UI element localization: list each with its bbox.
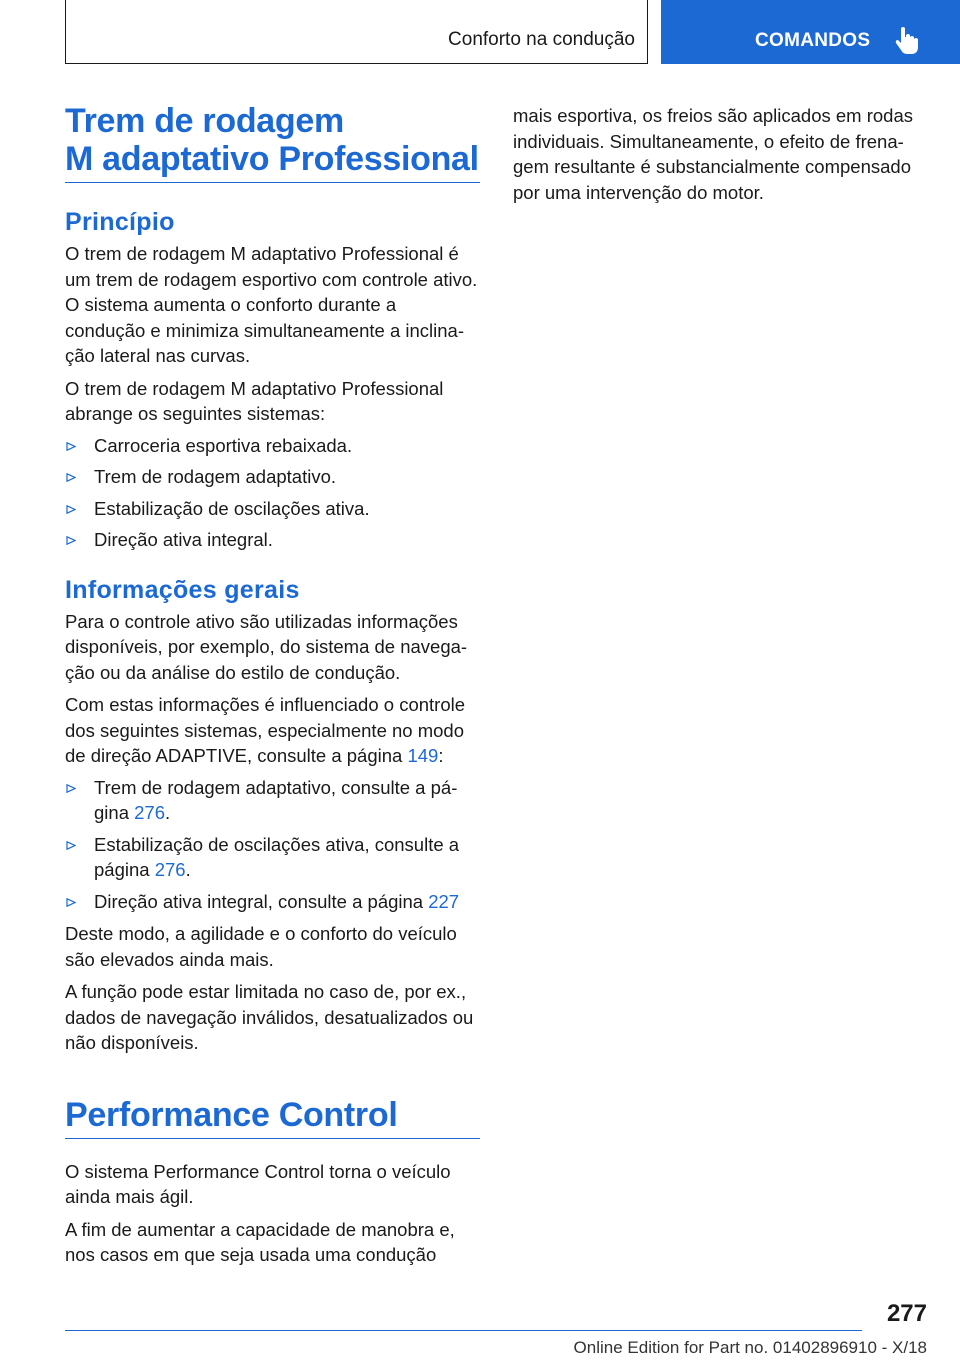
paragraph: mais esportiva, os freios são aplicados em rodas individuais. Simultaneamente, o efeito de frena‐gem resultante é substancialmente compensado por uma intervenção do motor. <box>513 105 913 203</box>
chapter-title-performance: Performance Control <box>65 1095 398 1134</box>
section-heading-general-info: Informações gerais <box>65 575 300 604</box>
list-item <box>65 433 480 459</box>
header-tab-label: COMANDOS <box>755 30 871 51</box>
list-item <box>65 832 480 883</box>
triangle-right-outline-icon <box>66 442 76 451</box>
triangle-right-outline-icon <box>66 898 76 907</box>
list-item-end: . <box>165 802 171 823</box>
triangle-right-outline-icon <box>66 841 76 850</box>
bullet-list-systems <box>65 433 480 553</box>
footer-divider <box>65 1330 862 1331</box>
paragraph: A função pode estar limitada no caso de, por ex., dados de navegação inválidos, desatualizados ou não disponíveis. <box>65 981 474 1053</box>
list-item <box>65 889 480 915</box>
list-item <box>65 464 480 490</box>
section-heading-principle: Princípio <box>65 208 175 236</box>
header-tab-comandos[interactable] <box>661 0 960 64</box>
page-link-276[interactable]: 276 <box>134 802 165 823</box>
list-item-end: . <box>185 859 191 880</box>
header-section-title: Conforto na condução <box>448 29 635 50</box>
footer-edition: Online Edition for Part no. 01402896910 - X/18 <box>573 1338 927 1357</box>
right-column <box>513 103 933 205</box>
chapter-title-line1: Trem de rodagem <box>65 102 344 140</box>
list-item-text: Carroceria esportiva rebaixada. <box>94 434 353 456</box>
paragraph: Deste modo, a agilidade e o conforto do veículo são elevados ainda mais. <box>65 923 457 970</box>
chapter-heading-block <box>65 102 480 183</box>
chapter-title-line2: M adaptativo Professional <box>65 140 479 178</box>
paragraph <box>65 692 480 769</box>
left-column <box>65 102 480 1268</box>
chapter-title <box>65 102 480 178</box>
paragraph: A fim de aumentar a capacidade de manobra e, nos casos em que seja usada uma condução <box>65 1218 455 1265</box>
page-number: 277 <box>886 1300 927 1327</box>
paragraph: O trem de rodagem M adaptativo Professional é um trem de rodagem esportivo com controle ativo. O sistema aumenta o conforto durante a condução e minimiza simultaneamente a inclina‐ção lateral nas curvas. <box>65 243 478 366</box>
triangle-right-outline-icon <box>66 536 76 545</box>
pointing-hand-icon <box>895 26 921 54</box>
list-item-text: Trem de rodagem adaptativo, consulte a pá‐gina <box>94 776 458 823</box>
triangle-right-outline-icon <box>66 505 76 514</box>
triangle-right-outline-icon <box>66 473 76 482</box>
paragraph-end: : <box>438 745 444 766</box>
list-item-text: Trem de rodagem adaptativo. <box>94 466 336 487</box>
page-link-276[interactable]: 276 <box>154 859 186 880</box>
list-item <box>65 496 480 522</box>
paragraph-text: Com estas informações é influenciado o controle dos seguintes sistemas, especialmente no modo de direção ADAPTIVE, consulte a página <box>65 694 466 766</box>
paragraph: O trem de rodagem M adaptativo Professional abrange os seguintes sistemas: <box>65 377 444 424</box>
list-item-text: Direção ativa integral. <box>94 529 273 550</box>
list-item-text: Estabilização de oscilações ativa, consulte a página <box>94 833 460 880</box>
chapter-heading-block-performance <box>65 1096 480 1139</box>
list-item-text: Direção ativa integral, consulte a página <box>94 890 429 912</box>
list-item <box>65 527 480 553</box>
list-item-text: Estabilização de oscilações ativa. <box>94 497 370 519</box>
page-link-227[interactable]: 227 <box>428 890 460 912</box>
triangle-right-outline-icon <box>66 784 76 793</box>
list-item <box>65 775 480 826</box>
page-link-149[interactable]: 149 <box>407 745 439 766</box>
paragraph: O sistema Performance Control torna o veículo ainda mais ágil. <box>65 1160 451 1207</box>
paragraph: Para o controle ativo são utilizadas informações disponíveis, por exemplo, do sistema de navega‐ção ou da análise do estilo de condução. <box>65 610 468 683</box>
bullet-list-controlled-systems <box>65 775 480 915</box>
